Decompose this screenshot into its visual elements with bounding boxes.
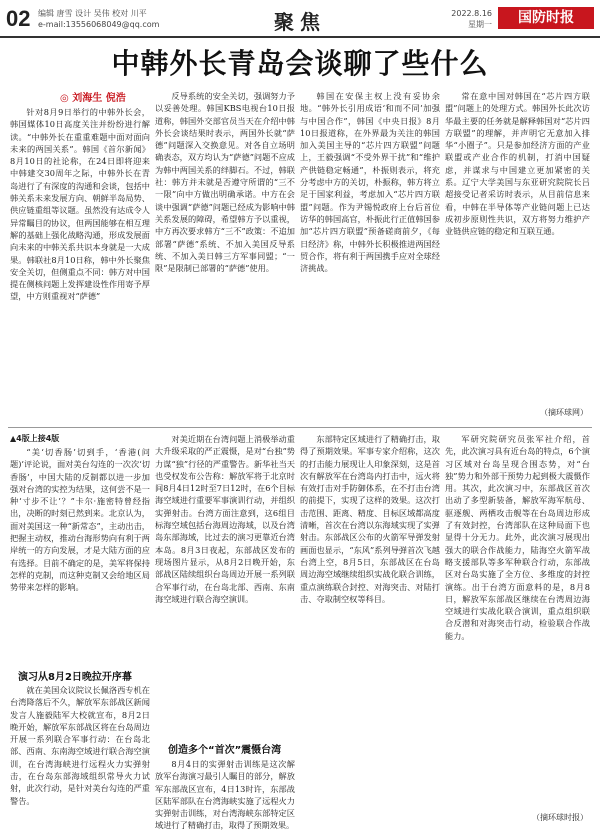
article2-column-1b	[10, 684, 150, 822]
article-headline: 中韩外长青岛会谈聊了些什么	[111, 47, 489, 80]
article-byline: ◎ 刘海生 倪浩	[60, 93, 126, 104]
staff-line: 编辑 唐雪 设计 吴伟 校对 川平	[38, 9, 147, 18]
date-text: 2022.8.16	[451, 9, 492, 18]
section-title: 聚焦	[274, 10, 326, 34]
article2-column-2b	[155, 758, 295, 831]
article2-column-4	[445, 433, 590, 809]
paragraph: 反导系统的安全关切，强调努力予以妥善处理。韩国KBS电视台10日报道称，韩国外交部官员当天在介绍中韩外长会谈结果时表示，两国外长就“萨德”问题深入交换意见。对各自立场明确表态，双方均认为“萨德”问题不应成为韩中两国关系的绊脚石。不过，韩联社：韩方并未就是否遵守所谓的“三不一限”向中方做出明确承诺。中方在会谈中强调“萨德”问题已经成为影响中韩关系发展的障碍，希望韩方予以重视，中方再次要求韩方“三不”政策：不追加部署“萨德”系统、不加入美国反导系统、不加入美日韩三方军事同盟；“一限”是限制已部署的“萨德”使用。	[155, 91, 295, 274]
paragraph: 韩国在安保主权上没有妥协余地。“韩外长引用成语‘和而不同’加强与中国合作”，韩国《中央日报》8月10日报道称，在外界最为关注的韩国加入美国主导的“芯片四方联盟”问题上，王毅强调“不受外界干扰”和“维护产供链稳定畅通”，朴振则表示，将充分考虑中方的关切，朴振称，韩方将立足于国家利益，考虑加入“芯片四方联盟”问题。作为尹锡悦政府上台后首位访华的韩国高官，朴振此行正值韩国参加“芯片四方联盟”预备磋商前夕，《每日经济》称，中韩外长积极推进两国经贸合作，将有利于两国携手应对全球经济挑战。	[300, 91, 440, 274]
article2-column-1	[10, 446, 150, 664]
paragraph: 8月4日的实弹射击训练是这次解放军台海演习最引人瞩目的部分，解放军东部战区宣布，4日13时许，东部战区陆军部队在台湾海峡实施了远程火力实弹射击训练，对台湾海峡东部特定区域进行了精确打击，取得了预期效果。	[155, 759, 295, 831]
newspaper-masthead: 国防时报	[498, 7, 594, 29]
page-header	[0, 0, 600, 38]
continuation-kicker: ▲4版上接4版	[10, 434, 60, 443]
article-divider	[8, 427, 592, 428]
article2-source-credit: （摘环球时报）	[532, 813, 588, 822]
email-line: e-mail:13556068049@qq.com	[38, 20, 160, 29]
weekday-text: 星期一	[468, 20, 492, 29]
paragraph: 对美近期在台湾问题上消极举动重大升级采取的严正震慑，是对“台独”势力谋“独”行径的严重警告。新华社当天也受权发布公告称：解放军将于北京时间8月4日12时至7日12时，在6个目标海空域进行重要军事演训行动，并组织实弹射击。台湾方面注意到，这6组目标海空域包括台海周边海域，以及台湾岛东部海域，比过去的演习更靠近台湾本岛。8月3日夜起，东部战区发布的现场图片显示，从8月2日晚开始，东部战区陆续组织台岛周边开展一系列联合军事行动，在台岛北部、西南、东南海空域进行联合海空演训。	[155, 434, 295, 604]
article2-subheading-2: 创造多个“首次”震慑台湾	[168, 745, 282, 756]
article1-source-credit: （摘环球网）	[540, 408, 588, 417]
paragraph: 就在美国众议院议长佩洛西专机在台湾降落后不久，解放军东部战区新闻发言人施毅陆军大校就宣布，8月2日晚开始，解放军东部战区将在台岛周边开展一系列联合军事行动：在台岛北部、西南、东南海空域进行联合海空演训，在台湾海峡进行远程火力实弹射击，在台岛东部海域组织常导火力试射，此次行动，是针对美台勾连的严重警告。	[10, 685, 150, 806]
paragraph: 常在意中国对韩国在“芯片四方联盟”问题上的处理方式。韩国外长此次访华最主要的任务就是解释韩国对“芯片四方联盟”的理解，并声明它无意加入排华“小圈子”。只是参加经济方面的产业联盟或产业合作的机制，打消中国疑虑，并谋求与中国建立更加紧密的关系。辽宁大学美国与东亚研究院院长吕超接受记者采访时表示，从目前信息来看，中韩在半导体等产业链问题上已达成初步原则性共识，双方将努力维护产业链供应链的稳定和互联互通。	[445, 91, 590, 237]
paragraph: 军研究院研究员张军社介绍，首先，此次演习具有近台岛的特点，6个演习区域对台岛呈现合围态势，对“台独”势力和外部干预势力起到极大震慑作用。其次，此次演习中，东部战区首次出动了多型新装备，解放军海军航母、驱逐舰、两栖攻击舰等在台岛周边形成了有效封控，台湾部队在这种局面下也显得十分无力。此外，此次演习展现出强大的联合作战能力，陆海空火箭军战略支援部队等多军种联合行动，东部战区对台岛实施了全方位、多维度的封控演练。出于台湾方面意料的是，8月8日，解放军东部战区继续在台湾周边海空域进行实战化联合演训，重点组织联合反潜和对海突击行动，检验联合作战能力。	[445, 434, 590, 641]
paragraph: 东部特定区域进行了精确打击，取得了预期效果。军事专家介绍称，这次的打击能力展现让人印象深刻，这是首次有解放军在台湾岛内打击中，远火将有效打击对手防御体系，在不打击台湾的前提下，实现了这样的效果。这次打击范围、距离、精度、目标区域都高度清晰，首次在台湾以东海域实现了实弹射击。东部战区公布的火箭军导弹发射画面也显示，“东风”系列导弹首次飞越台湾上空，8月5日，东部战区在台岛周边海空域继续组织实战化联合训练，重点演练联合封控、对海突击、对陆打击、夺取制空权等科目。	[300, 434, 440, 604]
article2-column-3	[300, 433, 440, 822]
article1-column-4	[445, 90, 590, 406]
page-number: 02	[6, 6, 31, 31]
article1-column-1	[10, 106, 150, 422]
paragraph: 针对8月9日举行的中韩外长会，韩国媒体10日高度关注并纷纷进行解读。“中韩外长在重重难题中面对面向未来的两国关系”。韩国《首尔新闻》8月10日的社论称，在24日即将迎来中韩建交30周年之际，中韩外长在青岛进行了有深度的沟通和会谈，包括中韩关系未来发展方向、朝鲜半岛局势、供应链重组等议题。虽然没有达成令人异常瞩目的协议，但两国能够在相互理解的基础上强化战略沟通，形成发展面向未来的中韩关系共识本身就是一大成果。韩联社8月10日称，韩中外长聚焦安全关切，但侧重点不同：韩方对中国提在侧核问题上发挥建设性作用寄予厚望，中方则重视对“萨德”	[10, 107, 150, 302]
article1-column-2	[155, 90, 295, 422]
article2-column-2	[155, 433, 295, 737]
paragraph: “美‘切香肠’切到手，‘香港(问题)’评论说，面对美台勾连的一次次‘切香肠’，中国大陆的反制都以进一步加强对台湾的实控为结果，这何尝不是一种‘寸步不让’？”卡尔·施密特曾经指出，决断的时刻已然到来。北京认为，面对美国这一种“新常态”，主动出击，把握主动权，推动台海形势向有利于两岸统一的方向发展，才是大陆方面的应有选择。目前不确定的是，美军将保持怎样的克制，而这种克制又会给地区局势带来怎样的影响。	[10, 447, 150, 593]
article2-subheading: 演习从8月2日晚拉开序幕	[18, 672, 132, 683]
issue-date	[451, 8, 492, 30]
article1-column-3	[300, 90, 440, 422]
